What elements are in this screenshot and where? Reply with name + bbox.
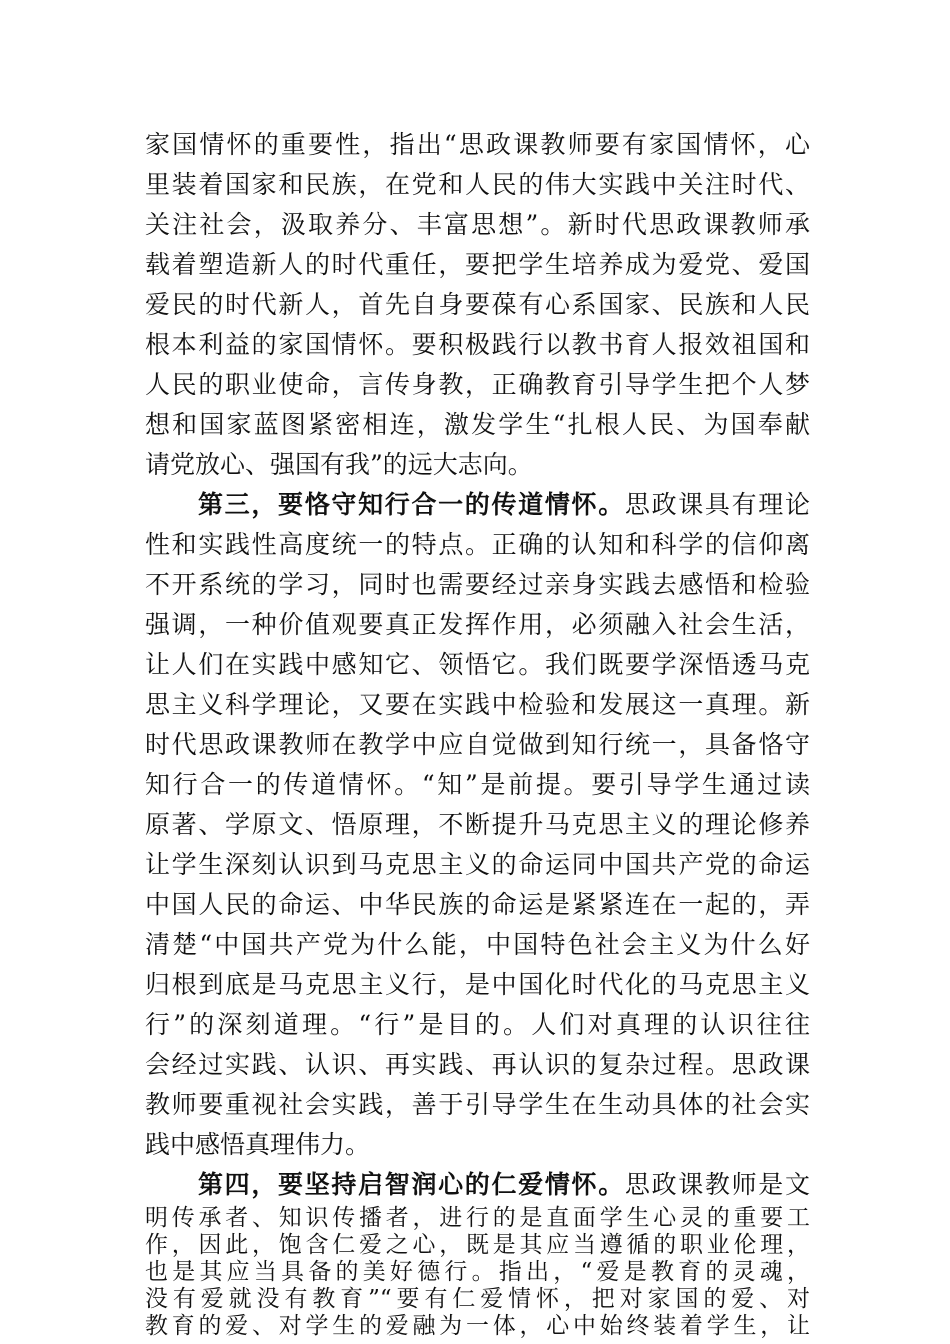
text-line: 家国情怀的重要性，指出“思政课教师要有家国情怀，心: [145, 130, 810, 159]
text-line: 人民的职业使命，言传身教，正确教育引导学生把个人梦: [145, 370, 810, 399]
text-line: 知行合一的传道情怀。“知”是前提。要引导学生通过读: [145, 770, 810, 799]
text-line: 关注社会，汲取养分、丰富思想”。新时代思政课教师承: [145, 210, 810, 239]
section-heading: 第四，要坚持启智润心的仁爱情怀。: [198, 1170, 625, 1199]
text-line: 会经过实践、认识、再实践、再认识的复杂过程。思政课: [145, 1050, 810, 1079]
text-run: 思政课教师是文: [624, 1170, 810, 1199]
text-line: 明传承者、知识传播者，进行的是直面学生心灵的重要工: [145, 1205, 810, 1231]
text-line: 载着塑造新人的时代重任，要把学生培养成为爱党、爱国: [145, 250, 810, 279]
text-line: 请党放心、强国有我”的远大志向。: [145, 450, 533, 479]
text-run: 思政课具有理论: [624, 490, 810, 519]
text-line: 作，因此，饱含仁爱之心，既是其应当遵循的职业伦理，: [145, 1232, 810, 1258]
text-line: 爱民的时代新人，首先自身要葆有心系国家、民族和人民: [145, 290, 810, 319]
text-line: 中国人民的命运、中华民族的命运是紧紧连在一起的，弄: [145, 890, 810, 919]
text-line: 让人们在实践中感知它、领悟它。我们既要学深悟透马克: [145, 650, 810, 679]
paragraph-first-line: [198, 485, 810, 525]
text-line: 时代思政课教师在教学中应自觉做到知行统一，具备恪守: [145, 730, 810, 759]
text-line: 强调，一种价值观要真正发挥作用，必须融入社会生活，: [145, 610, 810, 639]
text-line: 没有爱就没有教育”“要有仁爱情怀，把对家国的爱、对: [145, 1286, 810, 1312]
text-line: 让学生深刻认识到马克思主义的命运同中国共产党的命运: [145, 850, 810, 879]
text-line: 践中感悟真理伟力。: [145, 1130, 371, 1159]
text-line: 行”的深刻道理。“行”是目的。人们对真理的认识往往: [145, 1010, 810, 1039]
text-line: 原著、学原文、悟原理，不断提升马克思主义的理论修养: [145, 810, 810, 839]
text-line: 性和实践性高度统一的特点。正确的认知和科学的信仰离: [145, 530, 810, 559]
paragraph-first-line: [198, 1165, 810, 1205]
text-line: 归根到底是马克思主义行，是中国化时代化的马克思主义: [145, 970, 810, 999]
text-line: 里装着国家和民族，在党和人民的伟大实践中关注时代、: [145, 170, 810, 199]
text-line: 不开系统的学习，同时也需要经过亲身实践去感悟和检验: [145, 570, 810, 599]
text-line: 想和国家蓝图紧密相连，激发学生“扎根人民、为国奉献: [145, 410, 810, 439]
text-line: 教育的爱、对学生的爱融为一体，心中始终装着学生，让: [145, 1313, 810, 1339]
text-line: 也是其应当具备的美好德行。指出，“爱是教育的灵魂，: [145, 1259, 810, 1285]
text-line: 根本利益的家国情怀。要积极践行以教书育人报效祖国和: [145, 330, 810, 359]
text-line: 教师要重视社会实践，善于引导学生在生动具体的社会实: [145, 1090, 810, 1119]
text-line: 思主义科学理论，又要在实践中检验和发展这一真理。新: [145, 690, 810, 719]
section-heading: 第三，要恪守知行合一的传道情怀。: [198, 490, 625, 519]
text-line: 清楚“中国共产党为什么能，中国特色社会主义为什么好: [145, 930, 810, 959]
